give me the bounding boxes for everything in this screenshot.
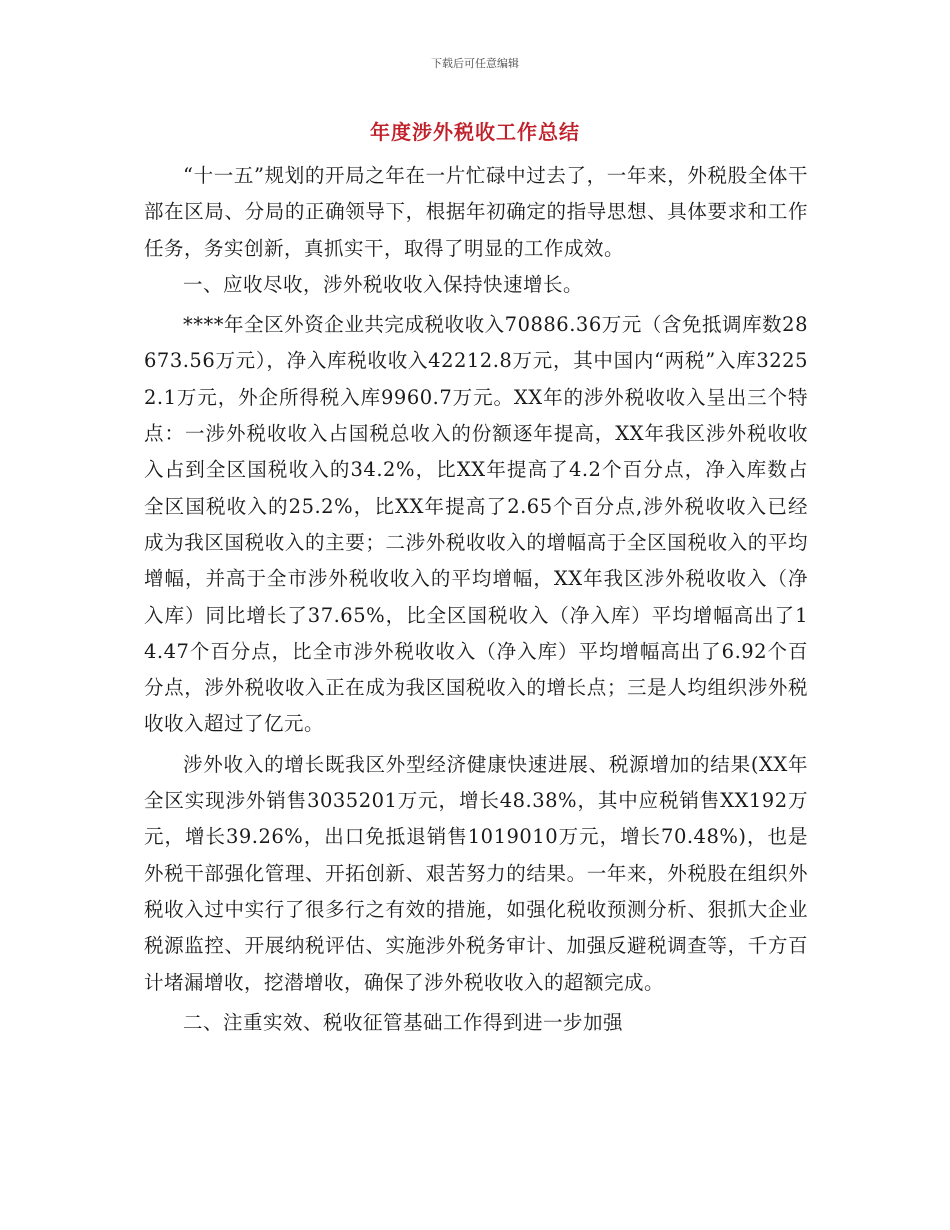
document-body xyxy=(144,158,808,1041)
paragraph-growth-reasons: 涉外收入的增长既我区外型经济健康快速进展、税源增加的结果(XX年全区实现涉外销售3035201万元，增长48.38%，其中应税销售XX192万元，增长39.26%，出口免抵退销售1019010万元，增长70.48%)，也是外税干部强化管理、开拓创新、艰苦努力的结果。一年来，外税股在组织外税收入过中实行了很多行之有效的措施，如强化税收预测分析、狠抓大企业税源监控、开展纳税评估、实施涉外税务审计、加强反避税调查等，千方百计堵漏增收，挖潜增收，确保了涉外税收收入的超额完成。 xyxy=(144,752,808,994)
paragraph-revenue-figures: ****年全区外资企业共完成税收收入70886.36万元（含免抵调库数28673.56万元），净入库税收收入42212.8万元，其中国内“两税”入库32252.1万元，外企所得税入库9960.7万元。XX年的涉外税收收入呈出三个特点：一涉外税收收入占国税总收入的份额逐年提高，XX年我区涉外税收收入占到全区国税收入的34.2%，比XX年提高了4.2个百分点，净入库数占全区国税收入的25.2%，比XX年提高了2.65个百分点,涉外税收收入已经成为我区国税收入的主要；二涉外税收收入的增幅高于全区国税收入的平均增幅，并高于全市涉外税收收入的平均增幅，XX年我区涉外税收收入（净入库）同比增长了37.65%，比全区国税收入（净入库）平均增幅高出了14.47个百分点，比全市涉外税收收入（净入库）平均增幅高出了6.92个百分点，涉外税收收入正在成为我区国税收入的增长点；三是人均组织涉外税收收入超过了亿元。 xyxy=(144,313,808,736)
paragraph-intro: “十一五”规划的开局之年在一片忙碌中过去了，一年来，外税股全体干部在区局、分局的正确领导下，根据年初确定的指导思想、具体要求和工作任务，务实创新，真抓实干，取得了明显的工作成效。 xyxy=(144,164,808,260)
document-title: 年度涉外税收工作总结 xyxy=(370,120,580,144)
header-note: 下载后可任意编辑 xyxy=(431,57,519,70)
section-heading-1: 一、应收尽收，涉外税收收入保持快速增长。 xyxy=(183,272,584,296)
section-heading-2: 二、注重实效、税收征管基础工作得到进一步加强 xyxy=(183,1010,624,1034)
